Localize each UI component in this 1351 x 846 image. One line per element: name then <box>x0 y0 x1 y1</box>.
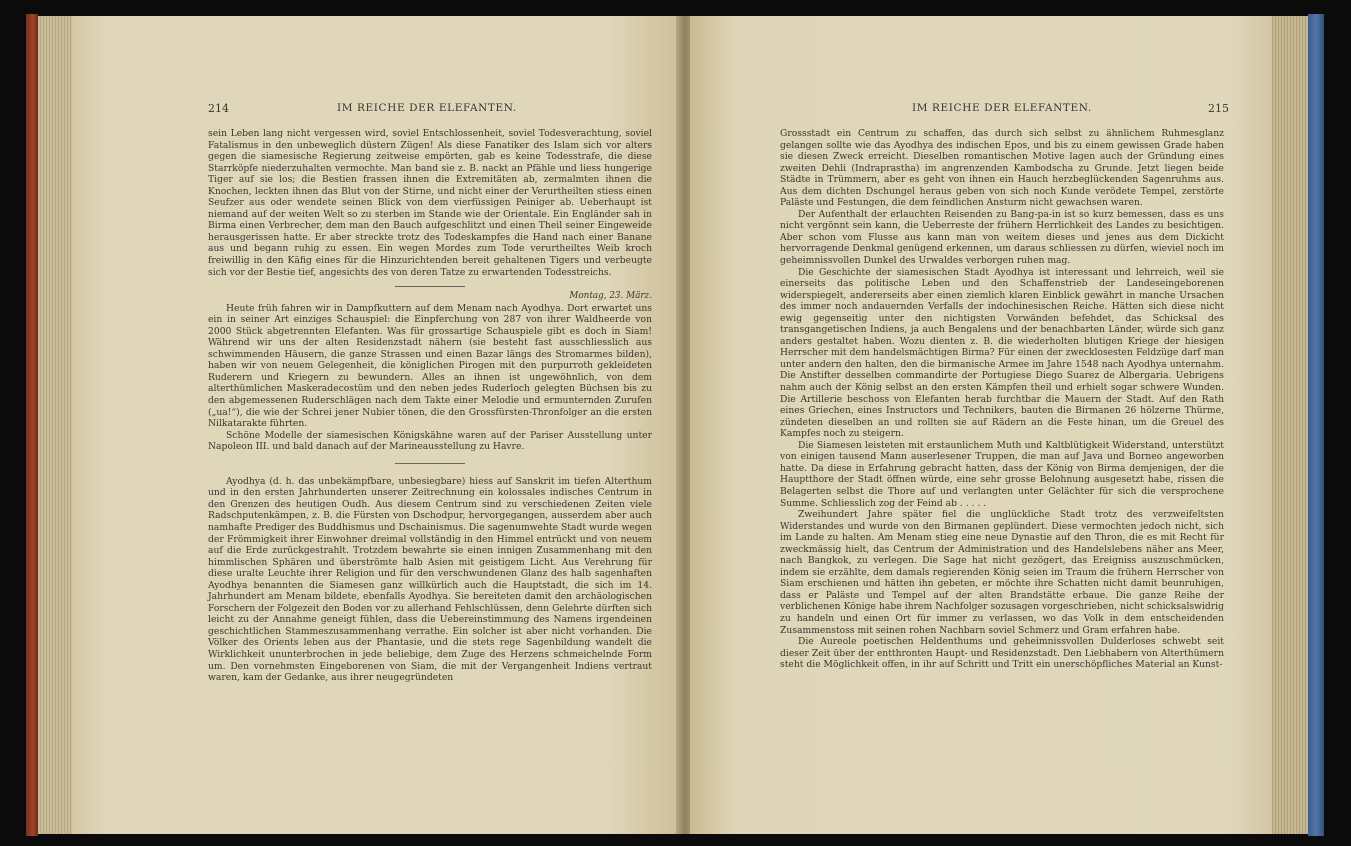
paragraph: Ayodhya (d. h. das unbekämpfbare, unbesiegbare) hiess auf Sanskrit im tiefen Alterthum und in den ersten Jahrhunderten unserer Zeitrechnung ein kolossales indisches Centrum in den Grenzen des heutigen Oudh. Aus diesem Centrum sind zu verschiedenen Zeiten viele Radschputenkämpen, z. B. die Fürsten von Dschodpur, hervorgegangen, ausserdem aber auch namhafte Prediger des Buddhismus und Dschainismus. Die sagenumwehte Stadt wurde wegen der Frömmigkeit ihrer Einwohner dreimal vollständig in den Himmel entrückt und von neuem auf die Erde zurückgestrahlt. Trotzdem bewahrte sie einen innigen Zusammenhang mit den himmlischen Sphären und überströmte halb Asien mit geistigem Licht. Aus Verehrung für diese uralte Leuchte ihrer Religion und für den verschwundenen Glanz des halb sagenhaften Ayodhya benannten die Siamesen ganz willkürlich auch die Hauptstadt, die sich im 14. Jahrhundert am Menam bildete, ebenfalls Ayodhya. Sie bereiteten damit den archäologischen Forschern der Folgezeit den Boden vor zu allerhand Fehlschlüssen, denn Gelehrte dürften sich leicht zu der Annahme geneigt fühlen, dass die Uebereinstimmung des Namens irgendeinen geschichtlichen Stammeszusammenhang verrathe. Ein solcher ist aber nicht vorhanden. Die Völker des Orients leben aus der Phantasie, und die stets rege Sagenbildung wandelt die Wirklichkeit ununterbrochen in jede beliebige, dem Zuge des Herzens schmeichelnde Form um. Den vornehmsten Eingeborenen von Siam, die mit der Vergangenheit Indiens vertraut waren, kam der Gedanke, aus ihrer neugegründeten <box>208 475 652 684</box>
left-page <box>72 16 680 834</box>
section-rule <box>395 463 465 464</box>
left-page-body <box>208 128 652 684</box>
page-number-right: 215 <box>1208 102 1229 115</box>
page-number-left: 214 <box>208 102 229 115</box>
running-head-right: IM REICHE DER ELEFANTEN. <box>912 102 1092 114</box>
book-cover-left <box>26 14 38 836</box>
paragraph: Die Siamesen leisteten mit erstaunlichem Muth und Kaltblütigkeit Widerstand, unterstützt von einigen tausend Mann auserlesener Truppen, die man auf Java und Borneo angeworben hatte. Da diese in Erfahrung gebracht hatten, dass der König von Birma demjenigen, der die Hauptthore der Stadt öffnen würde, eine sehr grosse Belohnung ausgesetzt habe, rissen die Belagerten selbst die Thore auf und verlangten unter Gelächter für sich die versprochene Summe. Schliesslich zog der Feind ab . . . . . <box>780 439 1224 509</box>
book-cover-right <box>1308 14 1324 836</box>
paragraph: Die Aureole poetischen Heldenthums und geheimnissvollen Dulderloses schwebt seit dieser Zeit über der entthronten Haupt- und Residenzstadt. Den Liebhabern von Alterthümern steht die Möglichkeit offen, in ihr auf Schritt und Tritt ein unerschöpfliches Material an Kunst- <box>780 636 1224 671</box>
right-page-body <box>780 128 1224 671</box>
dateline: Montag, 23. März. <box>569 291 652 302</box>
section-rule <box>395 286 465 287</box>
paragraph: Der Aufenthalt der erlauchten Reisenden zu Bang-pa-in ist so kurz bemessen, dass es uns nicht vergönnt sein kann, die Ueberreste der frühern Herrlichkeit des Landes zu besichtigen. Aber schon vom Flusse aus kann man von weitem dieses und jenes aus dem Dickicht hervorragende Denkmal genügend erkennen, um daraus schliessen zu dürfen, wieviel noch im geheimnissvollen Dunkel des Urwaldes verborgen ruhen mag. <box>780 208 1224 267</box>
paragraph: sein Leben lang nicht vergessen wird, soviel Entschlossenheit, soviel Todesverachtung, soviel Fatalismus in den unbeweglich düstern Zügen! Als diese Fanatiker des Islam sich vor alters gegen die siamesische Regierung zeitweise empörten, gab es keine Todesstrafe, die diese Starrköpfe niederzuhalten vermochte. Man band sie z. B. nackt an Pfähle und liess hungerige Tiger auf sie los; die Bestien frassen ihnen die Extremitäten ab, zermalmten ihnen die Knochen, leckten ihnen das Blut von der Stirne, und nicht einer der Verurtheilten stiess einen Seufzer aus oder wendete seinen Blick von dem vierfüssigen Peiniger ab. Ueberhaupt ist niemand auf der weiten Welt so zu sterben im Stande wie der Orientale. Ein Engländer sah in Birma einen Verbrecher, dem man den Bauch aufgeschlitzt und einen Theil seiner Eingeweide herausgerissen hatte. Er aber streckte trotz des Todeskampfes die Hand nach einer Banane aus und begann ruhig zu essen. Ein wegen Mordes zum Tode verurtheiltes Weib kroch freiwillig in den Käfig eines für die Hinzurichtenden bereit gehaltenen Tigers und verbeugte sich vor der Bestie tief, angesichts des von deren Tatze zu erwartenden Todesstreichs. <box>208 128 652 278</box>
paragraph: Zweihundert Jahre später fiel die unglückliche Stadt trotz des verzweifeltsten Widerstandes und wurde von den Birmanen geplündert. Diese vermochten jedoch nicht, sich im Lande zu halten. Am Menam stieg eine neue Dynastie auf den Thron, die es mit Recht für zweckmässig hielt, das Centrum der Administration und des Handelslebens näher ans Meer, nach Bangkok, zu verlegen. Die Sage hat nicht gezögert, das Ereigniss auszuschmücken, indem sie erzählte, dem damals regierenden König seien im Traum die frühern Herrscher von Siam erschienen und hätten ihn gebeten, er möchte ihre Schatten nicht damit beunruhigen, dass er Paläste und Tempel auf der alten Brandstätte erbaue. Die ganze Reihe der verblichenen Könige habe ihrem Nachfolger sozusagen vorgeschrieben, nicht schicksalswidrig zu handeln und einen Ort für immer zu verlassen, wo das Volk in dem entscheidenden Zusammenstoss mit seinen rohen Nachbarn soviel Schmerz und Gram erfahren habe. <box>780 509 1224 636</box>
paragraph: Schöne Modelle der siamesischen Königskähne waren auf der Pariser Ausstellung unter Napoleon III. und bald danach auf der Marineausstellung zu Havre. <box>208 429 652 453</box>
paragraph: Grossstadt ein Centrum zu schaffen, das durch sich selbst zu ähnlichem Ruhmesglanz gelangen sollte wie das Ayodhya des indischen Epos, und bis zu einem gewissen Grade haben sie diesen Zweck erreicht. Dieselben romantischen Motive lagen auch der Gründung eines zweiten Dehli (Indraprastha) im angrenzenden Kambodscha zu Grunde. Jetzt liegen beide Städte in Trümmern, aber es geht von ihnen ein Hauch herzbeglückenden Sagenruhms aus. Aus dem dichten Dschungel heraus geben von sich noch Kunde verödete Tempel, zerstörte Paläste und Festungen, die dem feindlichen Ansturm nicht gewachsen waren. <box>780 128 1224 209</box>
paragraph: Heute früh fahren wir in Dampfkuttern auf dem Menam nach Ayodhya. Dort erwartet uns ein in seiner Art einziges Schauspiel: die Einpferchung von 287 von ihrer Waldheerde von 2000 Stück abgetrennten Elefanten. Was für grossartige Schauspiele gibt es doch in Siam! Während wir uns der alten Residenzstadt nähern (sie besteht fast ausschliesslich aus schwimmenden Häusern, die ganze Strassen und einen Bazar längs des Stromarmes bilden), haben wir von neuem Gelegenheit, die königlichen Pirogen mit den purpurroth gekleideten Ruderern und Kriegern zu bewundern. Alles an ihnen ist ungewöhnlich, von dem alterthümlichen Maskeradecostüm und den neben jedes Ruderloch gelegten Büchsen bis zu den abgemessenen Ruderschlägen nach dem Takte einer Melodie und ermunternden Zurufen („ua!“), die wie der Schrei jener Nubier tönen, die den Grossfürsten-Thronfolger an die ersten Nilkatarakte führten. <box>208 302 652 430</box>
page-edges-right <box>1270 16 1308 834</box>
paragraph: Die Geschichte der siamesischen Stadt Ayodhya ist interessant und lehrreich, weil sie einerseits das politische Leben und den Schaffenstrieb der Landeseingeborenen widerspiegelt, andererseits aber einen ziemlich klaren Einblick gewährt in manche Ursachen des immer noch andauernden Verfalls der indochinesischen Reiche. Hätten sich diese nicht ewig gegenseitig unter den nichtigsten Vorwänden befehdet, das Schicksal des transgangetischen Indiens, ja auch Bengalens und der benachbarten Länder, würde sich ganz anders gestaltet haben. Wozu dienten z. B. die wiederholten blutigen Kriege der hiesigen Herrscher mit dem handelsmächtigen Birma? Für einen der zwecklosesten Feldzüge darf man unter andern den halten, den die birmanische Armee im Jahre 1548 nach Ayodhya unternahm. Die Anstifter desselben commandirte der Portugiese Diego Suarez de Albergaria. Uebrigens nahm auch der König selbst an den ersten Kämpfen theil und erhielt sogar schwere Wunden. Die Artillerie beschoss von Elefanten herab furchtbar die Mauern der Stadt. Auf den Rath eines Griechen, eines Instructors und Technikers, bauten die Birmanen 26 hölzerne Thürme, zündeten dieselben an und rollten sie auf Rädern an die Feste hinan, um die Greuel des Kampfes noch zu steigern. <box>780 266 1224 440</box>
right-page <box>690 16 1272 834</box>
running-head-left: IM REICHE DER ELEFANTEN. <box>337 102 517 114</box>
